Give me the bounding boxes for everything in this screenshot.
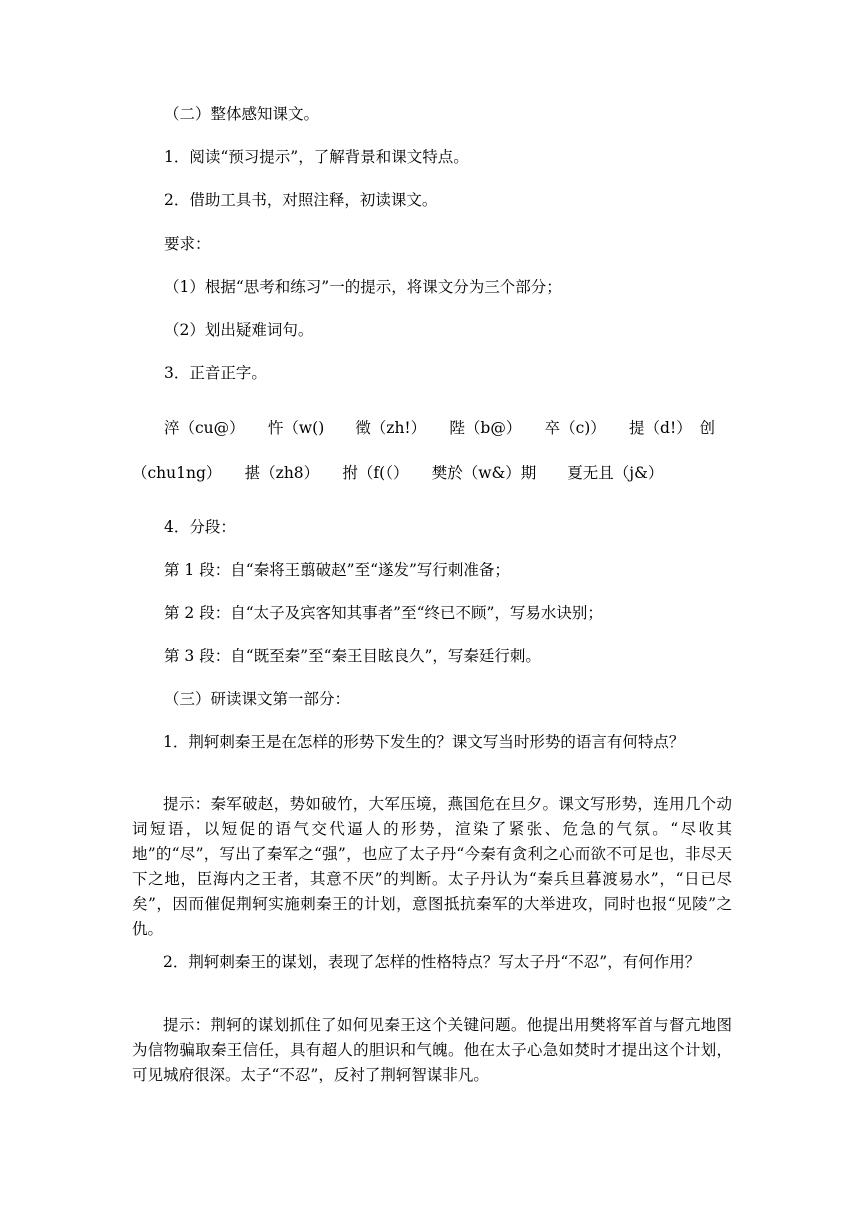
pronunciation-line-1: 淬（cu@） 忤（w() 徵（zh!） 陛（b@） 卒（c)） 提（d!） 创 [164,419,715,437]
section-heading-2: （二）整体感知课文。 [164,105,320,123]
step-2: 2．借助工具书，对照注释，初读课文。 [164,191,438,209]
section-heading-3: （三）研读课文第一部分： [164,690,351,708]
requirement-2: （2）划出疑难词句。 [164,321,314,339]
step-3: 3．正音正字。 [164,364,267,382]
hint-1: 提示：秦军破赵，势如破竹，大军压境，燕国危在旦夕。课文写形势，连用几个动词短语，以短促的语气交代逼人的形势，渲染了紧张、危急的气氛。“尽收其地”的“尽”，写出了秦军之“强”，也应了太子丹“今秦有贪利之心而欲不可足也，非尽天下之地，臣海内之王者，其意不厌”的判断。太子丹认为“秦兵旦暮渡易水”，“日已尽矣”，因而催促荆轲实施刺秦王的计划，意图抵抗秦军的大举进攻，同时也报“见陵”之仇。 [132,795,732,938]
step-4: 4．分段： [164,518,236,536]
hint-2: 提示：荆轲的谋划抓住了如何见秦王这个关键问题。他提出用樊将军首与督亢地图为信物骗取秦王信任，具有超人的胆识和气魄。他在太子心急如焚时才提出这个计划，可见城府很深。太子“不忍”，反衬了荆轲智谋非凡。 [132,1016,732,1084]
segment-2: 第 2 段：自“太子及宾客知其事者”至“终已不顾”，写易水诀别； [164,604,603,622]
question-1: 1．荆轲刺秦王是在怎样的形势下发生的？课文写当时形势的语言有何特点？ [163,733,685,751]
segment-3: 第 3 段：自“既至秦”至“秦王目眩良久”，写秦廷行刺。 [164,647,541,665]
step-1: 1．阅读“预习提示”，了解背景和课文特点。 [164,148,469,166]
requirement-1: （1）根据“思考和练习”一的提示，将课文分为三个部分； [164,278,562,296]
question-2: 2．荆轲刺秦王的谋划，表现了怎样的性格特点？写太子丹“不忍”，有何作用？ [163,953,701,971]
requirements-label: 要求： [164,235,211,253]
segment-1: 第 1 段：自“秦将王翦破赵”至“遂发”写行刺准备； [164,561,510,579]
pronunciation-line-2: （chu1ng） 揕（zh8） 拊（f(（） 樊於（w&）期 夏无且（j&） [132,464,664,482]
